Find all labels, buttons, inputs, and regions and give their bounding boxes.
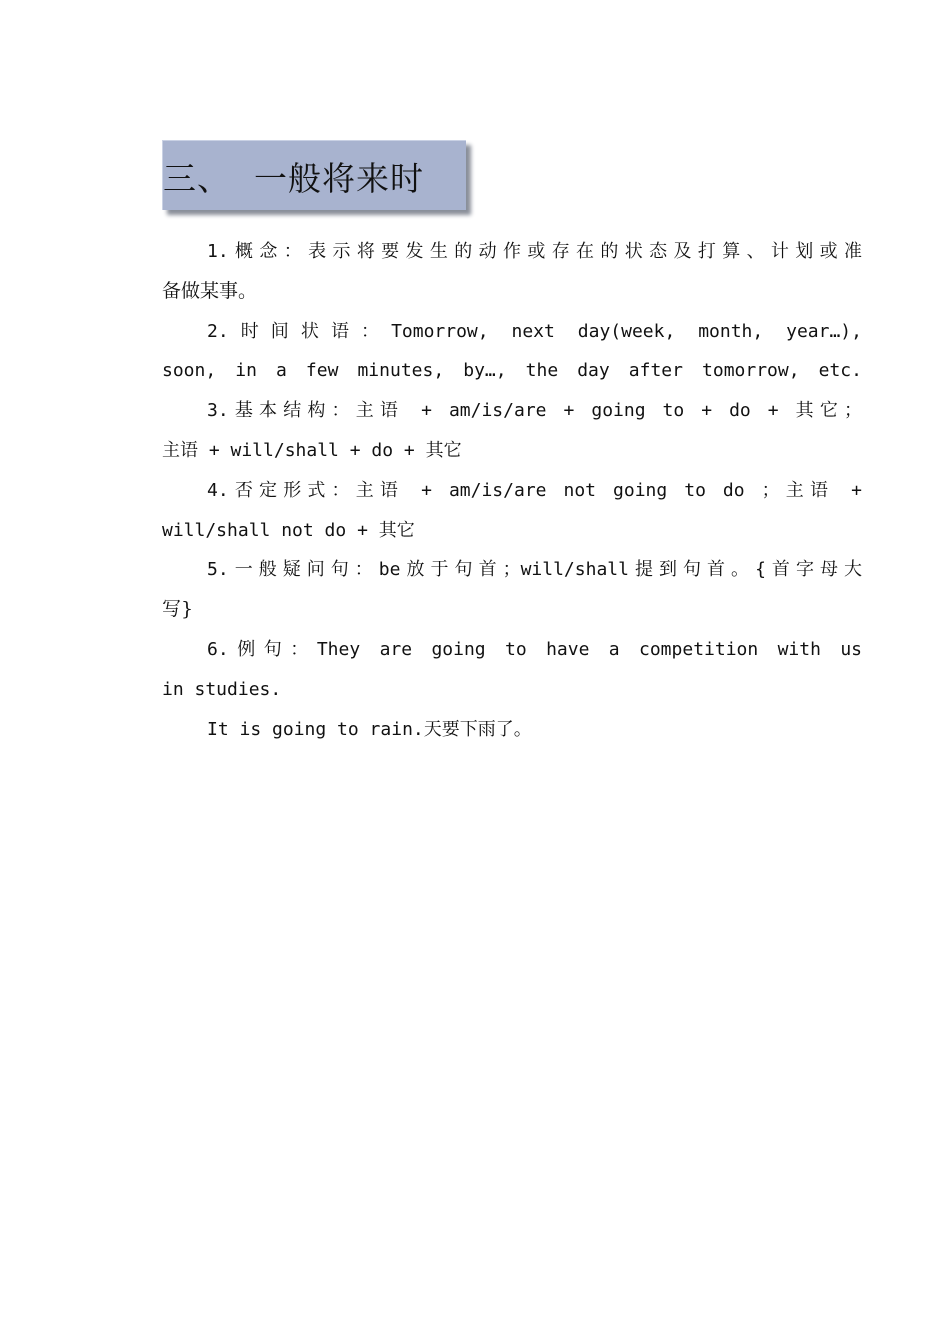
negative-form-line-2: will/shall not do + 其它 [162, 519, 415, 541]
content-body [162, 232, 862, 749]
concept-line-1: 1.概念：表示将要发生的动作或存在的状态及打算、计划或准 [207, 241, 862, 262]
example-line-3: It is going to rain.天要下雨了。 [207, 718, 532, 740]
concept-line-2: 备做某事。 [162, 279, 258, 302]
time-adverbial-line-1: 2.时间状语：Tomorrow, next day(week, month, year…), [207, 320, 862, 342]
question-line-2: 写} [162, 598, 194, 621]
structure-line-2: 主语 + will/shall + do + 其它 [162, 439, 462, 461]
section-heading: 三、 一般将来时 [163, 159, 424, 198]
question-line-1: 5.一般疑问句：be放于句首；will/shall提到句首。{首字母大 [207, 559, 862, 581]
structure-line-1: 3.基本结构：主语 + am/is/are + going to + do + 其它； [207, 400, 862, 422]
time-adverbial-line-2: soon, in a few minutes, by…, the day after tomorrow, etc. [162, 360, 862, 382]
negative-form-line-1: 4.否定形式：主语 + am/is/are not going to do ；主语 + [207, 479, 862, 501]
section-heading-box [162, 140, 466, 210]
example-line-1: 6.例句：They are going to have a competition with us [207, 638, 862, 660]
example-line-2: in studies. [162, 678, 282, 700]
